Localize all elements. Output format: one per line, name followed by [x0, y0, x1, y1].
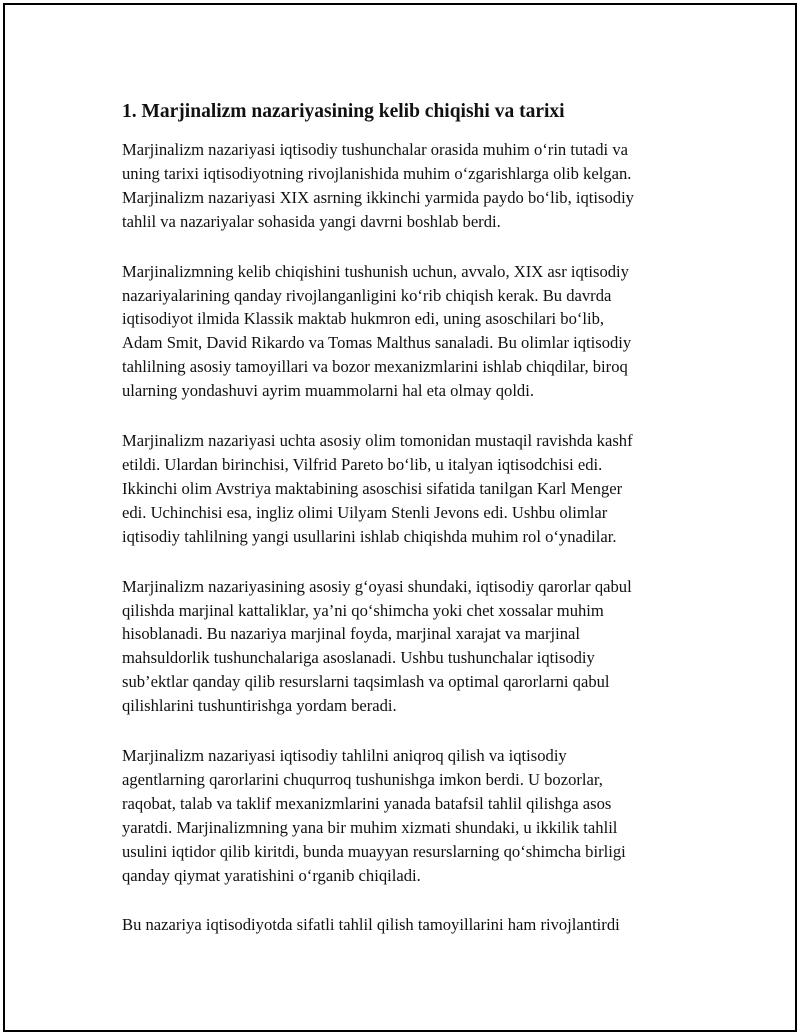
page-border: [3, 3, 797, 1032]
text-line: Marjinalizm nazariyasining asosiy g‘oyasi shundaki, iqtisodiy qarorlar qabul: [122, 576, 632, 596]
text-line: tahlilning asosiy tamoyillari va bozor mexanizmlarini ishlab chiqdilar, biroq: [122, 357, 628, 377]
text-line: Marjinalizmning kelib chiqishini tushunish uchun, avvalo, XIX asr iqtisodiy: [122, 261, 629, 281]
text-line: agentlarning qarorlarini chuqurroq tushunishga imkon berdi. U bozorlar,: [122, 769, 603, 789]
paragraph: [122, 138, 702, 234]
text-line: yaratdi. Marjinalizmning yana bir muhim xizmati shundaki, u ikkilik tahlil: [122, 817, 618, 837]
text-line: qanday qiymat yaratishini o‘rganib chiqiladi.: [122, 865, 421, 885]
text-line: iqtisodiyot ilmida Klassik maktab hukmron edi, uning asoschilari bo‘lib,: [122, 309, 605, 329]
text-line: raqobat, talab va taklif mexanizmlarini yanada batafsil tahlil qilishga asos: [122, 793, 612, 813]
text-line: Marjinalizm nazariyasi iqtisodiy tahlilni aniqroq qilish va iqtisodiy: [122, 746, 567, 766]
text-line: qilishlarini tushuntirishga yordam beradi.: [122, 696, 397, 716]
text-line: edi. Uchinchisi esa, ingliz olimi Uilyam Stenli Jevons edi. Ushbu olimlar: [122, 502, 608, 522]
text-line: etildi. Ulardan birinchisi, Vilfrid Pareto bo‘lib, u italyan iqtisodchisi edi.: [122, 454, 603, 474]
text-line: Adam Smit, David Rikardo va Tomas Malthus sanaladi. Bu olimlar iqtisodiy: [122, 333, 632, 353]
paragraph: [122, 260, 702, 403]
text-line: Marjinalizm nazariyasi XIX asrning ikkinchi yarmida paydo bo‘lib, iqtisodiy: [122, 187, 634, 207]
text-line: hisoblanadi. Bu nazariya marjinal foyda, marjinal xarajat va marjinal: [122, 624, 580, 644]
document-body: [122, 98, 702, 963]
text-line: Ikkinchi olim Avstriya maktabining asoschisi sifatida tanilgan Karl Menger: [122, 478, 623, 498]
text-line: Bu nazariya iqtisodiyotda sifatli tahlil qilish tamoyillarini ham rivojlantirdi: [122, 915, 620, 935]
text-line: uning tarixi iqtisodiyotning rivojlanishida muhim o‘zgarishlarga olib kelgan.: [122, 163, 632, 183]
paragraph: [122, 575, 702, 718]
paragraph: [122, 429, 702, 549]
text-line: ularning yondashuvi ayrim muammolarni hal eta olmay qoldi.: [122, 381, 534, 401]
text-line: iqtisodiy tahlilning yangi usullarini ishlab chiqishda muhim rol o‘ynadilar.: [122, 526, 617, 546]
text-line: tahlil va nazariyalar sohasida yangi davrni boshlab berdi.: [122, 211, 501, 231]
text-line: mahsuldorlik tushunchalariga asoslanadi. Ushbu tushunchalar iqtisodiy: [122, 648, 595, 668]
text-line: Marjinalizm nazariyasi uchta asosiy olim tomonidan mustaqil ravishda kashf: [122, 431, 633, 451]
paragraph: [122, 913, 702, 937]
paragraph-list: [122, 138, 702, 937]
paragraph: [122, 744, 702, 887]
text-line: sub’ektlar qanday qilib resurslarni taqsimlash va optimal qarorlarni qabul: [122, 672, 610, 692]
text-line: qilishda marjinal kattaliklar, ya’ni qo‘shimcha yoki chet xossalar muhim: [122, 600, 604, 620]
text-line: nazariyalarining qanday rivojlanganligini ko‘rib chiqish kerak. Bu davrda: [122, 285, 612, 305]
section-title: 1. Marjinalizm nazariyasining kelib chiqishi va tarixi: [122, 101, 565, 122]
text-line: Marjinalizm nazariyasi iqtisodiy tushunchalar orasida muhim o‘rin tutadi va: [122, 140, 628, 159]
text-line: usulini iqtidor qilib kiritdi, bunda muayyan resurslarning qo‘shimcha birligi: [122, 841, 626, 861]
